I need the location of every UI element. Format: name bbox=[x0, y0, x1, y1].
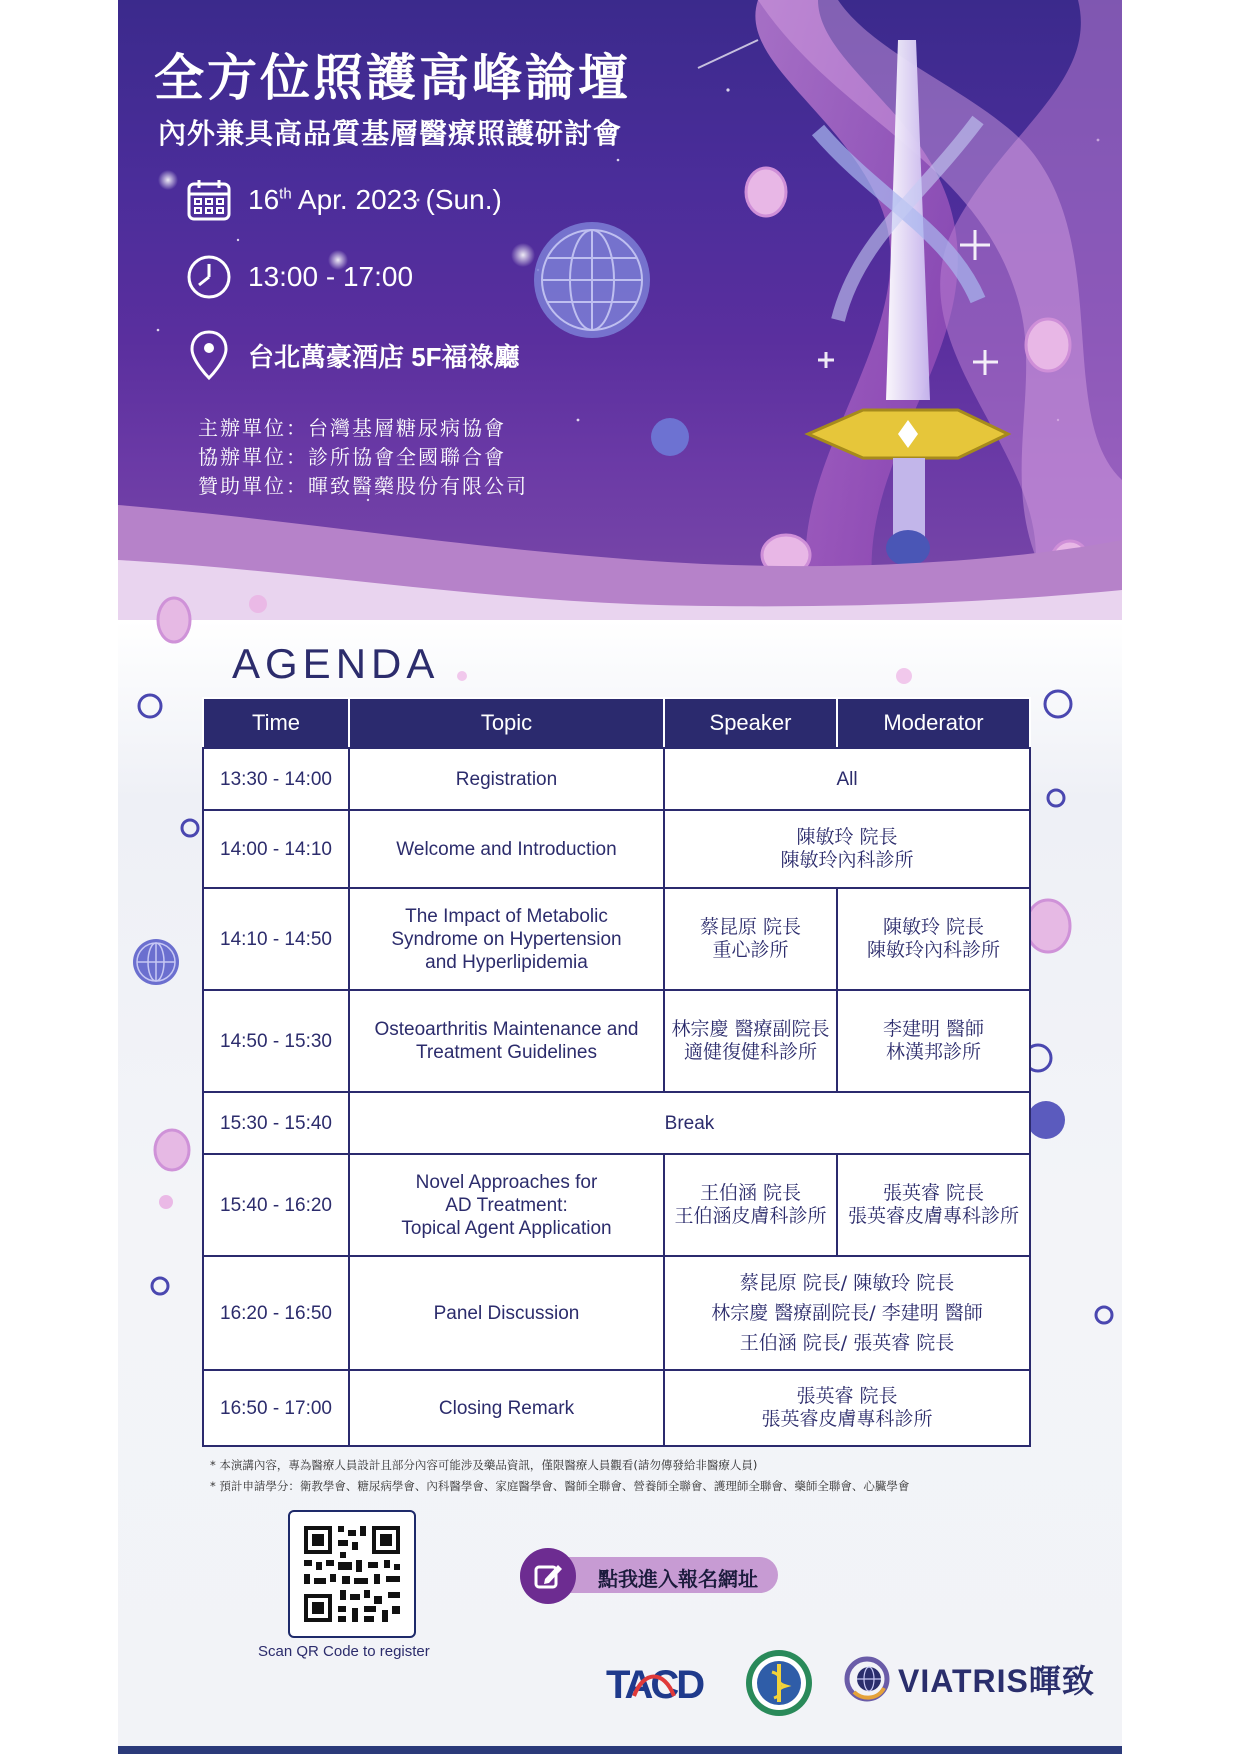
row-moderator: 李建明 醫師 林漢邦診所 bbox=[837, 990, 1030, 1092]
row-moderator: 陳敏玲 院長 陳敏玲內科診所 bbox=[837, 888, 1030, 990]
row-topic: Panel Discussion bbox=[349, 1256, 664, 1370]
row-time: 15:30 - 15:40 bbox=[203, 1092, 349, 1154]
row-topic: Novel Approaches for AD Treatment: Topical Agent Application bbox=[349, 1154, 664, 1256]
row-topic: Registration bbox=[349, 748, 664, 810]
row-topic: Osteoarthritis Maintenance and Treatment Guidelines bbox=[349, 990, 664, 1092]
agenda-header-row bbox=[203, 698, 1030, 748]
qr-code-icon bbox=[290, 1512, 414, 1636]
row-speaker: 王伯涵 院長 王伯涵皮膚科診所 bbox=[664, 1154, 837, 1256]
registration-qr-code[interactable] bbox=[288, 1510, 416, 1638]
viatris-globe-icon bbox=[844, 1656, 890, 1702]
event-subtitle: 內外兼具高品質基層醫療照護研討會 bbox=[158, 117, 623, 150]
row-time: 15:40 - 16:20 bbox=[203, 1154, 349, 1256]
footnote-disclaimer: * 本演講內容，專為醫療人員設計且部分內容可能涉及藥品資訊，僅限醫療人員觀看(請勿傳發給非醫療人員) bbox=[210, 1458, 758, 1472]
row-speaker-moderator: All bbox=[664, 748, 1030, 810]
clock-icon bbox=[186, 254, 232, 300]
table-row bbox=[203, 888, 1030, 990]
row-speaker-moderator: 陳敏玲 院長 陳敏玲內科診所 bbox=[664, 810, 1030, 888]
sponsor-line: 贊助單位：暉致醫藥股份有限公司 bbox=[198, 474, 528, 498]
column-header-time: Time bbox=[203, 698, 349, 748]
footnote-credits: * 預計申請學分：衛教學會、糖尿病學會、內科醫學會、家庭醫學會、醫師全聯會、營養師全聯會、護理師全聯會、藥師全聯會、心臟學會 bbox=[210, 1479, 910, 1493]
table-row bbox=[203, 810, 1030, 888]
association-seal-logo bbox=[744, 1648, 814, 1722]
location-row bbox=[186, 332, 520, 378]
viatris-wordmark: VIATRIS暉致 bbox=[898, 1663, 1095, 1699]
event-location: 台北萬豪酒店 5F福祿廳 bbox=[248, 341, 520, 372]
row-speaker: 林宗慶 醫療副院長 適健復健科診所 bbox=[664, 990, 837, 1092]
table-row bbox=[203, 1370, 1030, 1446]
calendar-icon bbox=[186, 177, 232, 223]
column-header-speaker: Speaker bbox=[664, 698, 837, 748]
table-row bbox=[203, 1154, 1030, 1256]
time-row bbox=[186, 254, 413, 300]
event-title: 全方位照護高峰論壇 bbox=[154, 49, 631, 107]
column-header-topic: Topic bbox=[349, 698, 664, 748]
row-moderator: 張英睿 院長 張英睿皮膚專科診所 bbox=[837, 1154, 1030, 1256]
row-time: 13:30 - 14:00 bbox=[203, 748, 349, 810]
organizers bbox=[198, 414, 528, 501]
qr-caption: Scan QR Code to register bbox=[258, 1643, 430, 1660]
agenda-title: AGENDA bbox=[232, 640, 440, 687]
organizer-line: 主辦單位：台灣基層糖尿病協會 bbox=[198, 416, 506, 440]
column-header-moderator: Moderator bbox=[837, 698, 1030, 748]
agenda-table bbox=[202, 697, 1031, 1447]
row-speaker: 蔡昆原 院長 重心診所 bbox=[664, 888, 837, 990]
bottom-bar bbox=[118, 1746, 1122, 1754]
table-row bbox=[203, 1092, 1030, 1154]
row-break: Break bbox=[349, 1092, 1030, 1154]
table-row bbox=[203, 1256, 1030, 1370]
table-row bbox=[203, 748, 1030, 810]
row-time: 14:00 - 14:10 bbox=[203, 810, 349, 888]
table-row bbox=[203, 990, 1030, 1092]
row-topic: Closing Remark bbox=[349, 1370, 664, 1446]
row-speaker-moderator: 張英睿 院長 張英睿皮膚專科診所 bbox=[664, 1370, 1030, 1446]
row-time: 16:20 - 16:50 bbox=[203, 1256, 349, 1370]
poster-page bbox=[118, 0, 1122, 1754]
event-date: 16th Apr. 2023 (Sun.) bbox=[248, 184, 502, 215]
row-time: 16:50 - 17:00 bbox=[203, 1370, 349, 1446]
register-button-label[interactable]: 點我進入報名網址 bbox=[598, 1567, 758, 1591]
date-row bbox=[186, 177, 502, 223]
location-pin-icon bbox=[186, 332, 232, 378]
tacd-logo bbox=[604, 1660, 714, 1710]
svg-text:TACD: TACD bbox=[606, 1663, 703, 1706]
row-time: 14:50 - 15:30 bbox=[203, 990, 349, 1092]
footnotes bbox=[210, 1455, 909, 1497]
hero-banner bbox=[118, 0, 1122, 620]
co-organizer-line: 協辦單位：診所協會全國聯合會 bbox=[198, 445, 506, 469]
viatris-logo bbox=[844, 1656, 1095, 1702]
row-speaker-moderator: 蔡昆原 院長/ 陳敏玲 院長 林宗慶 醫療副院長/ 李建明 醫師 王伯涵 院長/ 張英睿 院長 bbox=[664, 1256, 1030, 1370]
edit-icon[interactable] bbox=[520, 1548, 576, 1604]
row-topic: The Impact of Metabolic Syndrome on Hypertension and Hyperlipidemia bbox=[349, 888, 664, 990]
event-time: 13:00 - 17:00 bbox=[248, 261, 414, 292]
row-topic: Welcome and Introduction bbox=[349, 810, 664, 888]
row-time: 14:10 - 14:50 bbox=[203, 888, 349, 990]
